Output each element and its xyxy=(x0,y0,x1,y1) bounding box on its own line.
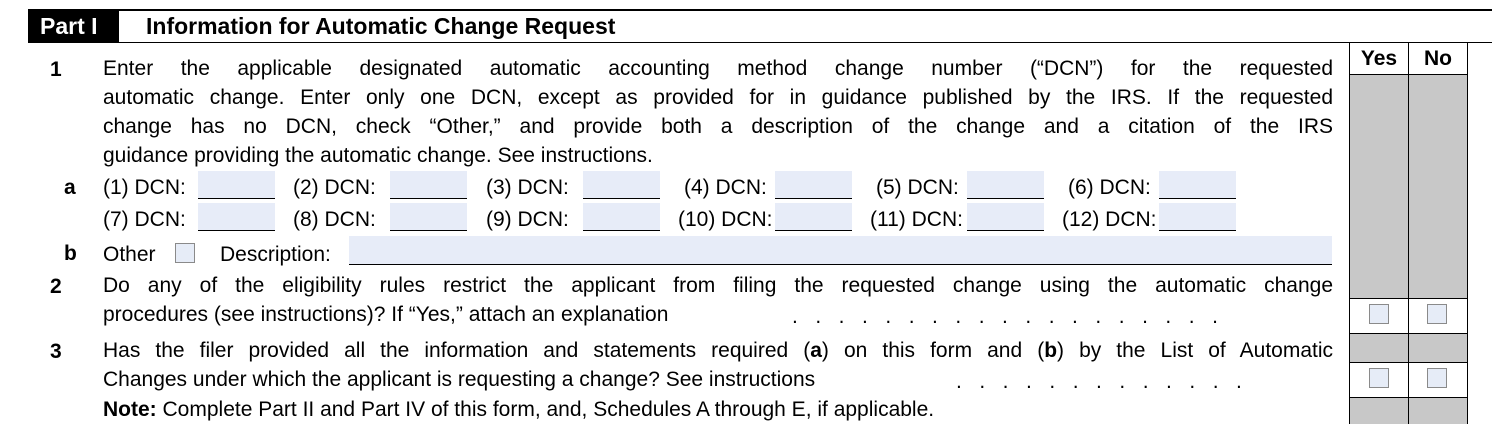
line3-text-part: Has the filer provided all the information and statements required ( xyxy=(103,339,811,362)
dcn-11-field[interactable] xyxy=(967,203,1044,231)
line3-text-part: ) by the List of Automatic xyxy=(1057,339,1334,362)
dcn-10-field[interactable] xyxy=(775,203,852,231)
description-field[interactable] xyxy=(349,236,1332,265)
line2-text xyxy=(103,271,1333,300)
line1-text-line: guidance providing the automatic change. See instructions. xyxy=(103,144,653,167)
line3-text-line: Changes under which the applicant is requesting a change? See instructions xyxy=(103,368,816,391)
dcn-label: (4) DCN: xyxy=(684,176,767,199)
dcn-label: (6) DCN: xyxy=(1068,176,1151,199)
line2-no-checkbox[interactable] xyxy=(1427,304,1447,324)
cell-rule xyxy=(1350,333,1467,334)
line3-text-part: ) on this form and ( xyxy=(821,339,1045,362)
leader-dots: . . . . . . . . . . . . . . . . . . . xyxy=(792,305,1218,328)
line3-number: 3 xyxy=(50,340,62,363)
no-header: No xyxy=(1409,43,1467,74)
line1a-letter: a xyxy=(64,176,76,199)
line2-yes-checkbox[interactable] xyxy=(1369,304,1389,324)
dcn-label: (11) DCN: xyxy=(870,208,963,231)
line3-text xyxy=(103,336,1333,365)
line1b-letter: b xyxy=(64,242,77,265)
cell-rule xyxy=(1350,397,1467,398)
line3-bold-b: b xyxy=(1044,339,1058,362)
line1-text-line: change has no DCN, check “Other,” and provide both a description of the change and a citation of the IRS xyxy=(103,115,1333,138)
line3-bold-a: a xyxy=(810,339,822,362)
part-title: Information for Automatic Change Request xyxy=(146,13,616,39)
line1-number: 1 xyxy=(50,58,62,81)
line2-text-line: procedures (see instructions)? If “Yes,” attach an explanation xyxy=(103,303,669,326)
dcn-label: (1) DCN: xyxy=(103,176,186,199)
part-label: Part I xyxy=(28,11,119,42)
line3-note xyxy=(103,395,934,424)
note-label: Note: xyxy=(103,398,157,421)
dcn-4-field[interactable] xyxy=(775,171,852,199)
line3-text-line xyxy=(103,336,1333,365)
dcn-2-field[interactable] xyxy=(390,171,467,199)
dcn-label: (8) DCN: xyxy=(293,208,376,231)
line2-number: 2 xyxy=(50,275,62,298)
line3-no-checkbox[interactable] xyxy=(1427,368,1447,388)
dcn-7-field[interactable] xyxy=(198,203,275,231)
line3-yes-checkbox[interactable] xyxy=(1369,368,1389,388)
yes-header: Yes xyxy=(1350,43,1408,74)
line2-text-line: Do any of the eligibility rules restrict the applicant from filing the requested change using the automatic change xyxy=(103,274,1333,297)
line1-text-line: Enter the applicable designated automatic accounting method change number (“DCN”) for the requested xyxy=(103,57,1333,80)
dcn-9-field[interactable] xyxy=(583,203,660,231)
dcn-label: (7) DCN: xyxy=(103,208,186,231)
dcn-12-field[interactable] xyxy=(1159,203,1236,231)
dcn-1-field[interactable] xyxy=(198,171,275,199)
leader-dots: . . . . . . . . . . . . . xyxy=(956,370,1242,393)
note-text: Complete Part II and Part IV of this form, and, Schedules A through E, if applicable. xyxy=(156,398,935,421)
dcn-label: (5) DCN: xyxy=(876,176,959,199)
description-label: Description: xyxy=(220,243,331,266)
dcn-label: (12) DCN: xyxy=(1062,208,1157,231)
line1-text xyxy=(103,54,1333,170)
dcn-label: (9) DCN: xyxy=(486,208,569,231)
other-checkbox[interactable] xyxy=(175,243,195,263)
dcn-label: (2) DCN: xyxy=(293,176,376,199)
other-label: Other xyxy=(103,243,156,266)
cell-rule xyxy=(1350,298,1467,299)
dcn-5-field[interactable] xyxy=(967,171,1044,199)
dcn-3-field[interactable] xyxy=(583,171,660,199)
dcn-6-field[interactable] xyxy=(1159,171,1236,199)
column-divider xyxy=(1467,43,1468,424)
dcn-8-field[interactable] xyxy=(390,203,467,231)
dcn-label: (3) DCN: xyxy=(486,176,569,199)
line1-text-line: automatic change. Enter only one DCN, except as provided for in guidance published by the IRS. If the requested xyxy=(103,86,1333,109)
dcn-label: (10) DCN: xyxy=(678,208,773,231)
cell-rule xyxy=(1350,362,1467,363)
part-rule xyxy=(28,42,1492,43)
